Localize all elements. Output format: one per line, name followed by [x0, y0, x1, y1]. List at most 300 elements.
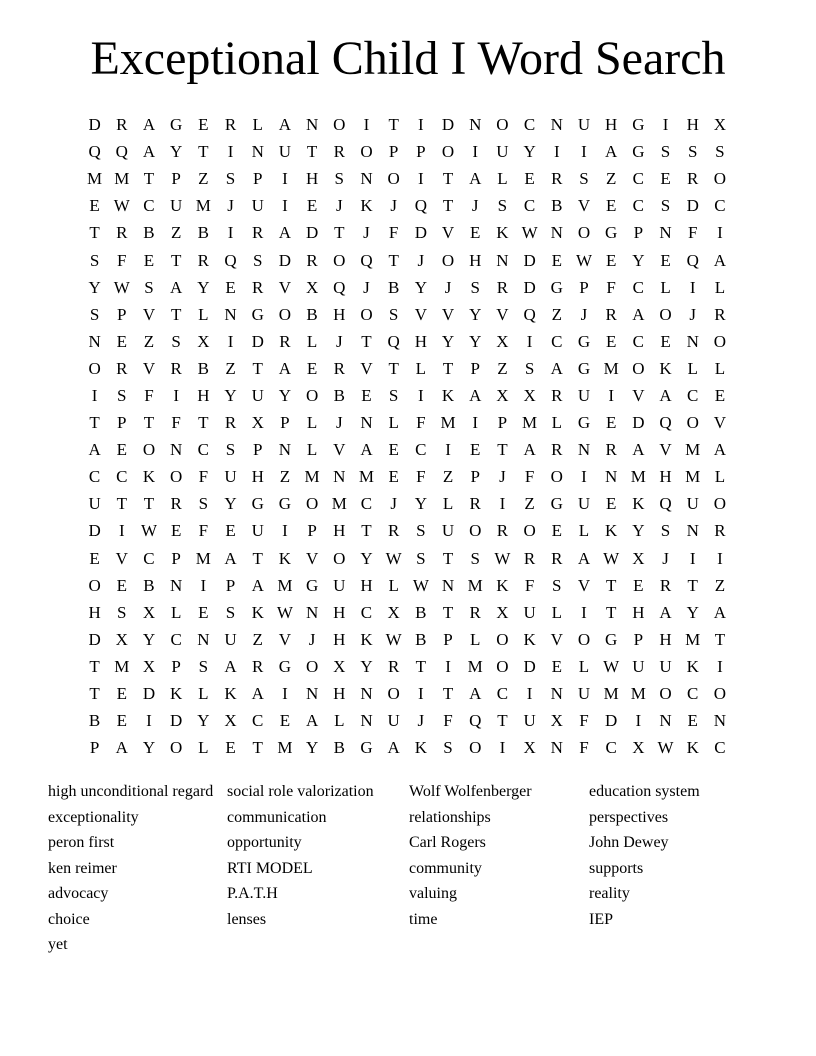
grid-letter: T [306, 142, 318, 162]
grid-letter: T [361, 521, 372, 541]
grid-letter: T [143, 494, 155, 514]
grid-letter: Q [360, 250, 373, 270]
grid-letter: U [88, 494, 101, 514]
grid-letter: T [388, 115, 399, 135]
grid-letter: Y [224, 494, 237, 514]
grid-letter: Y [632, 250, 645, 270]
grid-letter: E [279, 711, 291, 731]
grid-letter: H [659, 629, 672, 649]
grid-letter: C [714, 738, 726, 758]
grid-letter: P [171, 548, 181, 568]
grid-letter: P [117, 413, 127, 433]
grid-letter: B [551, 196, 563, 216]
grid-letter: J [444, 277, 452, 297]
grid-letter: V [305, 548, 319, 568]
grid-letter: X [333, 656, 346, 676]
grid-letter: N [577, 440, 591, 460]
grid-letter: O [577, 223, 591, 243]
grid-letter: F [144, 385, 154, 405]
grid-letter: T [687, 575, 698, 595]
grid-letter: X [496, 602, 509, 622]
grid-letter: W [494, 548, 511, 568]
grid-letter: D [523, 250, 536, 270]
grid-letter: O [713, 331, 727, 351]
grid-letter: Z [524, 494, 535, 514]
grid-letter: O [305, 494, 319, 514]
grid-letter: T [497, 711, 508, 731]
grid-letter: V [142, 358, 156, 378]
grid-letter: F [198, 521, 209, 541]
grid-letter: R [333, 142, 345, 162]
grid-letter: N [224, 304, 237, 324]
grid-letter: G [278, 656, 292, 676]
grid-letter: X [713, 115, 727, 135]
grid-letter: X [142, 656, 156, 676]
grid-letter: I [282, 169, 288, 189]
grid-letter: L [714, 358, 726, 378]
grid-letter: H [197, 385, 210, 405]
grid-letter: M [630, 467, 646, 487]
word-list-item: perspectives [589, 808, 669, 826]
grid-letter: P [497, 413, 508, 433]
grid-letter: H [659, 467, 672, 487]
grid-letter: E [116, 684, 127, 704]
grid-letter: O [496, 115, 509, 135]
grid-letter: B [333, 385, 345, 405]
grid-letter: P [579, 277, 589, 297]
grid-letter: C [632, 196, 645, 216]
grid-letter: O [88, 575, 101, 595]
grid-letter: J [335, 413, 343, 433]
grid-letter: X [197, 331, 210, 351]
grid-letter: E [89, 548, 100, 568]
grid-letter: A [713, 440, 727, 460]
word-list-item: choice [48, 910, 90, 928]
grid-letter: V [713, 413, 727, 433]
grid-letter: N [360, 413, 373, 433]
grid-letter: X [523, 738, 536, 758]
grid-letter: R [224, 115, 237, 135]
grid-letter: F [687, 223, 698, 243]
grid-letter: E [687, 711, 698, 731]
grid-letter: C [415, 440, 427, 460]
grid-letter: E [470, 223, 481, 243]
grid-letter: T [714, 629, 726, 649]
grid-letter: J [335, 196, 343, 216]
grid-letter: R [496, 277, 509, 297]
grid-letter: E [116, 575, 127, 595]
grid-letter: D [88, 115, 101, 135]
grid-letter: R [333, 358, 345, 378]
grid-letter: U [523, 711, 536, 731]
grid-letter: N [659, 711, 672, 731]
grid-letter: A [251, 575, 264, 595]
grid-letter: D [305, 223, 319, 243]
grid-letter: U [523, 602, 536, 622]
grid-letter: Z [551, 304, 562, 324]
word-list-item: peron first [48, 834, 115, 851]
grid-letter: P [280, 413, 290, 433]
grid-letter: E [116, 711, 127, 731]
grid-letter: U [251, 385, 264, 405]
grid-letter: C [143, 196, 155, 216]
grid-letter: C [551, 331, 563, 351]
grid-letter: O [713, 684, 727, 704]
grid-letter: U [577, 494, 591, 514]
grid-letter: U [632, 656, 645, 676]
grid-letter: T [252, 738, 263, 758]
grid-letter: L [252, 115, 263, 135]
grid-letter: I [717, 548, 723, 568]
grid-letter: H [333, 521, 346, 541]
grid-letter: N [170, 440, 183, 460]
grid-letter: W [575, 250, 592, 270]
grid-letter: E [470, 440, 481, 460]
grid-letter: A [523, 440, 536, 460]
grid-letter: Y [142, 738, 156, 758]
grid-letter: R [469, 602, 481, 622]
grid-letter: K [360, 629, 373, 649]
grid-letter: R [551, 169, 563, 189]
grid-letter: A [713, 602, 727, 622]
grid-letter: B [143, 575, 155, 595]
grid-letter: Q [523, 304, 536, 324]
grid-letter: W [603, 548, 620, 568]
grid-letter: D [686, 196, 699, 216]
grid-letter: R [306, 250, 318, 270]
grid-letter: N [197, 629, 210, 649]
grid-letter: O [713, 494, 727, 514]
grid-letter: T [89, 223, 100, 243]
grid-letter: X [142, 602, 156, 622]
grid-letter: L [198, 304, 209, 324]
grid-letter: W [385, 629, 402, 649]
grid-letter: Z [605, 169, 617, 189]
grid-letter: V [360, 358, 373, 378]
grid-letter: W [113, 196, 130, 216]
grid-letter: F [579, 711, 589, 731]
grid-letter: F [117, 250, 127, 270]
grid-letter: O [387, 169, 400, 189]
grid-letter: E [660, 331, 671, 351]
grid-letter: R [116, 223, 128, 243]
grid-letter: Y [632, 521, 645, 541]
grid-letter: E [605, 413, 617, 433]
grid-letter: L [388, 413, 399, 433]
grid-letter: G [305, 575, 319, 595]
grid-letter: C [632, 277, 645, 297]
grid-letter: I [418, 385, 424, 405]
word-list-item: reality [589, 885, 630, 902]
grid-letter: Z [442, 467, 454, 487]
grid-letter: P [443, 629, 453, 649]
grid-letter: H [360, 575, 373, 595]
grid-letter: X [115, 629, 128, 649]
grid-letter: E [605, 250, 617, 270]
grid-letter: J [580, 304, 588, 324]
grid-letter: N [305, 115, 319, 135]
grid-letter: Y [414, 277, 427, 297]
grid-letter: I [581, 467, 587, 487]
grid-letter: P [416, 142, 426, 162]
grid-letter: Z [279, 467, 291, 487]
grid-letter: C [714, 196, 726, 216]
grid-letter: I [418, 684, 424, 704]
grid-letter: I [363, 115, 370, 135]
grid-letter: U [577, 684, 591, 704]
grid-letter: C [496, 684, 509, 704]
grid-letter: A [632, 304, 645, 324]
grid-letter: L [306, 440, 318, 460]
grid-letter: A [469, 385, 482, 405]
grid-letter: P [388, 142, 399, 162]
grid-letter: T [605, 575, 617, 595]
grid-letter: D [632, 413, 645, 433]
grid-letter: A [632, 440, 645, 460]
grid-letter: J [417, 711, 425, 731]
grid-letter: R [605, 440, 617, 460]
grid-letter: X [387, 602, 400, 622]
grid-letter: S [470, 548, 480, 568]
grid-letter: O [496, 656, 509, 676]
grid-letter: Z [170, 223, 182, 243]
word-list-item: lenses [227, 910, 267, 928]
grid-letter: O [469, 521, 482, 541]
grid-letter: L [306, 413, 318, 433]
grid-letter: L [198, 738, 209, 758]
grid-letter: F [524, 467, 535, 487]
grid-letter: T [143, 413, 155, 433]
grid-letter: F [524, 575, 535, 595]
grid-letter: I [418, 169, 424, 189]
grid-letter: S [660, 521, 671, 541]
grid-letter: U [387, 711, 400, 731]
grid-letter: F [416, 467, 426, 487]
grid-letter: R [469, 494, 481, 514]
grid-letter: M [685, 440, 701, 460]
grid-letter: T [334, 223, 345, 243]
grid-letter: N [550, 223, 563, 243]
grid-letter: O [577, 629, 591, 649]
grid-letter: T [388, 358, 399, 378]
grid-letter: O [142, 440, 156, 460]
grid-letter: R [551, 385, 563, 405]
grid-letter: R [714, 521, 726, 541]
grid-letter: J [335, 331, 343, 351]
grid-letter: V [659, 440, 672, 460]
grid-letter: D [251, 331, 264, 351]
grid-letter: X [632, 548, 645, 568]
grid-letter: H [88, 602, 101, 622]
grid-letter: T [415, 656, 427, 676]
grid-letter: N [605, 467, 618, 487]
grid-letter: P [225, 575, 236, 595]
word-list-item: P.A.T.H [227, 885, 278, 902]
grid-letter: W [412, 575, 429, 595]
grid-letter: I [445, 440, 451, 460]
grid-letter: M [358, 467, 375, 487]
grid-letter: Y [469, 331, 482, 351]
grid-letter: N [305, 602, 319, 622]
word-list-item: advocacy [48, 885, 109, 902]
grid-letter: W [276, 602, 293, 622]
grid-letter: W [113, 277, 130, 297]
grid-letter: C [170, 629, 182, 649]
grid-letter: S [89, 250, 100, 270]
grid-letter: C [88, 467, 101, 487]
grid-letter: E [225, 521, 236, 541]
grid-letter: T [252, 358, 263, 378]
grid-letter: I [282, 684, 288, 704]
grid-letter: D [523, 277, 536, 297]
grid-letter: O [333, 548, 346, 568]
grid-letter: P [171, 656, 181, 676]
word-list-item: John Dewey [589, 834, 669, 851]
grid-letter: J [363, 223, 370, 243]
grid-letter: D [88, 521, 101, 541]
grid-letter: E [198, 115, 209, 135]
grid-letter: T [116, 494, 127, 514]
word-list-item: IEP [589, 910, 613, 928]
grid-letter: B [387, 277, 400, 297]
grid-letter: U [170, 196, 183, 216]
grid-letter: L [198, 684, 209, 704]
grid-letter: Q [659, 494, 672, 514]
grid-letter: C [523, 115, 536, 135]
grid-letter: S [579, 169, 589, 189]
grid-letter: I [146, 711, 152, 731]
grid-letter: L [334, 711, 345, 731]
grid-letter: S [388, 304, 399, 324]
grid-letter: H [333, 602, 346, 622]
grid-letter: I [227, 142, 234, 162]
grid-letter: E [633, 575, 644, 595]
grid-letter: R [224, 413, 237, 433]
grid-letter: Y [360, 656, 373, 676]
grid-letter: E [605, 196, 617, 216]
grid-letter: Q [659, 413, 672, 433]
grid-letter: G [605, 223, 618, 243]
grid-letter: Z [225, 358, 236, 378]
grid-letter: L [306, 331, 318, 351]
grid-letter: R [551, 548, 563, 568]
grid-letter: E [388, 440, 399, 460]
grid-letter: V [333, 440, 346, 460]
grid-letter: R [551, 440, 563, 460]
grid-letter: I [472, 142, 479, 162]
grid-letter: I [526, 331, 533, 351]
grid-letter: C [687, 684, 699, 704]
grid-letter: H [333, 684, 346, 704]
grid-letter: E [306, 196, 318, 216]
grid-letter: D [170, 711, 183, 731]
grid-letter: N [659, 223, 672, 243]
grid-letter: A [142, 142, 156, 162]
page-title: Exceptional Child I Word Search [90, 32, 726, 85]
grid-letter: G [251, 304, 264, 324]
grid-letter: Q [414, 196, 427, 216]
grid-letter: T [442, 169, 454, 189]
grid-letter: K [496, 223, 509, 243]
grid-letter: V [577, 575, 591, 595]
grid-letter: D [278, 250, 292, 270]
grid-letter: A [659, 602, 672, 622]
grid-letter: L [660, 277, 671, 297]
grid-letter: U [224, 467, 237, 487]
word-list-item: opportunity [227, 834, 302, 851]
grid-letter: R [605, 304, 617, 324]
grid-letter: J [390, 196, 397, 216]
grid-letter: E [306, 358, 318, 378]
grid-letter: M [467, 656, 483, 676]
grid-letter: X [550, 711, 563, 731]
grid-letter: T [361, 331, 372, 351]
grid-letter: O [333, 250, 346, 270]
grid-letter: I [662, 115, 669, 135]
grid-letter: Y [197, 711, 210, 731]
grid-letter: J [363, 277, 370, 297]
grid-letter: R [496, 521, 509, 541]
grid-letter: O [659, 684, 672, 704]
word-list-item: yet [48, 936, 68, 953]
grid-letter: I [282, 521, 288, 541]
grid-letter: U [496, 142, 509, 162]
grid-letter: V [441, 223, 455, 243]
grid-letter: P [252, 169, 263, 189]
word-list-item: community [409, 859, 482, 877]
grid-letter: I [418, 115, 424, 135]
grid-letter: R [252, 223, 264, 243]
grid-letter: Y [197, 277, 210, 297]
grid-letter: I [717, 223, 723, 243]
grid-letter: L [470, 629, 481, 649]
grid-letter: O [170, 738, 183, 758]
grid-letter: S [225, 169, 236, 189]
grid-letter: A [360, 440, 373, 460]
grid-letter: K [224, 684, 237, 704]
grid-letter: S [715, 142, 725, 162]
grid-letter: G [550, 494, 563, 514]
grid-letter: T [388, 250, 399, 270]
grid-letter: D [441, 115, 455, 135]
grid-letter: W [140, 521, 157, 541]
grid-letter: Q [115, 142, 128, 162]
grid-letter: T [442, 602, 454, 622]
grid-letter: Y [170, 142, 183, 162]
grid-letter: W [657, 738, 674, 758]
grid-letter: I [282, 196, 288, 216]
grid-letter: E [170, 521, 182, 541]
grid-letter: Y [469, 304, 482, 324]
grid-letter: E [225, 277, 236, 297]
grid-letter: K [170, 684, 183, 704]
grid-letter: M [603, 358, 619, 378]
grid-letter: K [278, 548, 292, 568]
grid-letter: I [499, 494, 506, 514]
grid-letter: H [605, 115, 618, 135]
grid-letter: A [305, 711, 319, 731]
grid-letter: N [469, 115, 482, 135]
grid-letter: S [198, 494, 209, 514]
grid-letter: M [467, 575, 483, 595]
grid-letter: N [441, 575, 455, 595]
grid-letter: L [578, 521, 590, 541]
grid-letter: S [524, 358, 535, 378]
grid-letter: M [685, 629, 701, 649]
grid-letter: N [496, 250, 509, 270]
grid-letter: T [442, 358, 454, 378]
grid-letter: Y [142, 629, 156, 649]
